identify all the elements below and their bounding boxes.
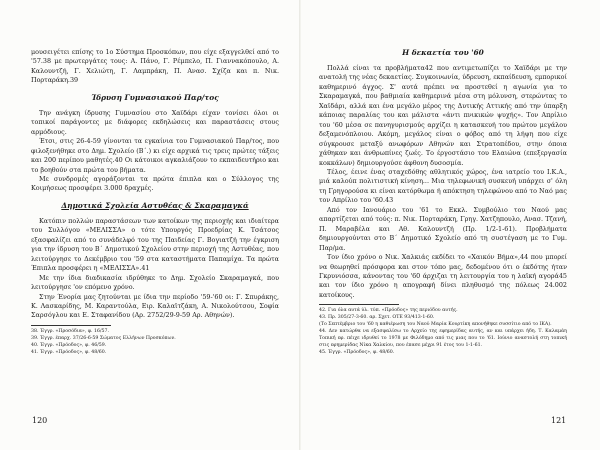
right-page-number: 121 bbox=[551, 416, 567, 425]
decade-paragraph-3: Από τον Ιανουάριο του '61 το Εκκλ. Συμβούλιο του Ναού μας απαρτίζεται από τούς: π. Νικ. Πορταράκη, Γρηγ. Χατζηπουλο, Ανασ. Τζανή, Π. Μαραβέλα και Αθ. Καλουντζή (Πρ. 1/2-1-61). Προβλήματα δημιουργούνται στο Β΄ Δημοτικό Σχολείο από τη συστέγαση με το Γυμ. Παρ/μα. bbox=[319, 205, 567, 252]
footnote: 43. Πρ. 305/27-3-60. αρ. Σχετ. ΟΤΕ 93/413-1-60. bbox=[319, 315, 435, 321]
schools-paragraph-1: Κατόπιν πολλών παραστάσεων των κατοίκων της περιοχής και ιδιαίτερα του Συλλόγου «ΜΕΛΙΣΣΑ» ο τότε Υπουργός Προεδρίας Κ. Τσάτσος εξασφαλίζει από το συνάδελφό του της Παιδείας Γ. Βογιατζή την έγκριση για την ίδρυση του Β΄ Δημοτικού Σχολείου στην περιοχή της Αστυθέας, που λειτούργησε το Δεκέμβριο του '59 στα καταστήματα Παπαμίχα. Τα πρώτα Έπιπλα προσφέρει η «ΜΕΛΙΣΣΑ».41 bbox=[31, 216, 279, 273]
footnote-rule bbox=[31, 325, 111, 326]
footnote: 38. Έγγρ. «Προσόδια», φ. 16/57. bbox=[31, 328, 109, 334]
footnote: 44. Δεν κατώρθα να εξασφαλίσω το Αρχείο της εφημερίδας αυτής, αν και υπάρχει ήδη. Τ. Καλαμάη Τοπική εφ. πέιχε ιδρυθεί το 1978 με Φιλόδημο από τις μιας που το '61. Ιούνιο αναστολή στη τοπική στις εφημερίδας Νίκα Χαλκίου, που έπασε μέχρι 91 έτος του 1-1-61. bbox=[319, 329, 567, 348]
right-page bbox=[319, 48, 567, 357]
footnote: 45. Έγγρ. «Πρόοδος», φ. 48/60. bbox=[319, 349, 395, 355]
gymnasium-paragraph-2: Έτσι, στις 26-4-59 γίνονται τα εγκαίνια του Γυμνασιακού Παρ/τος, που φιλοξενήθηκε στο Δημ. Σχολείο (Β΄.) κι είχε αρχικά τις τρεις πρώτες τάξεις και 200 περίπου μαθητές.40 Οι κάτοικοι αγκαλιάζουν το εκπαιδευτήριο και το βοηθούν στα πρώτα του βήματα. bbox=[31, 137, 279, 174]
left-page-number: 120 bbox=[32, 416, 48, 425]
left-page bbox=[31, 48, 279, 357]
decade-paragraph-1: Πολλά είναι τα προβλήματα42 που αντιμετωπίζει το Χαϊδάρι με την ανατολή της νέας δεκαετίας. Συγκοινωνία, ύδρευση, εκπαίδευση, εμπορικοί καθημερινό άγχος. Σ' αυτά πρέπει να προστεθεί η αγωνία για το Σκαραμαγκά, που βαθμιαία καθημερινά μέσα στη μόλυνση, στερώντας το Χαϊδάρι, αλλά και ένα μεγάλο μέρος της Δυτικής Αττικής από την ύπαρξη κάποιας παραλίας του και μάλιστα «άντι πνικικών ψυχής». Τον Απρίλιο του '60 μέσα σε πανηγυρισμούς αρχίζει η κατασκευή του πρώτου μεγάλου δεξαμενόπλοιου. Ακόμη, μεγάλος είναι ο φόβος από τη λήψη που είχε σύγκρουσε μεταξύ ανωφόρων Αθηνών και Στρατοπέδου, στην όποια χάθηκαν και άνθρωπίνες ζωές. Το έργοστάσιο του Ελαιώνα (επεξεργασία κοκκάλων) δημιουργούσε άφθονη δυσοσμία. bbox=[319, 64, 567, 167]
book-gutter bbox=[299, 0, 301, 450]
footnote: 39. Έγγρ. έπαρχ. 37/26-6-59 Σώματος Ελλήνων Προσκόπων. bbox=[31, 335, 176, 341]
gymnasium-paragraph-3: Με συνδρομές αγοράζονται τα πρώτα έπιπλα και ο Σύλλογος της Κοιμήσεως προσφέρει 3.000 δραχμές. bbox=[31, 174, 279, 193]
footnote: 42. Για όλα αυτά ύλ. τύπ. «Πρόοδος» της περιόδου αυτής. bbox=[319, 308, 458, 314]
left-intro-paragraph: μουσειγέτει επίσης το 1ο Σύστημα Προσκόπων, που είχε εξαγγελθεί από το '57.38 με πρωτεργάτες τους: Α. Πάνο, Γ. Ρέμπελο, Π. Γιαννακόπουλο, Α. Καλουντζή, Γ. Χελιώτη, Γ. Λαμπράκη, Π. Ανασ. Σχίζα και π. Νικ. Πορταράκη.39 bbox=[31, 48, 279, 85]
footnote: (Το Σεπτέμβριο του '60 η καθιέρωση του Ναού Μαρία Κουρτίκη απονήθηκε συσσίτιο από το ΙΚΑ). bbox=[319, 322, 552, 328]
gymnasium-paragraph-1: Την ανάγκη ίδρυσης Γυμνασίου στο Χαϊδάρι είχαν τονίσει όλοι οι τοπικοί παράγοντες με διάφορες εκδηλώσεις και παραστάσεις στους αρμόδιους. bbox=[31, 108, 279, 136]
footnote: 41. Έγγρ. «Πρόοδος», φ. 48/60. bbox=[31, 349, 107, 355]
schools-paragraph-3: Στην Ένορία μας ζητούνται με ίδια την περίοδο '59-'60 οι: Γ. Σπυράκης, Κ. Λασκαρίδης, Μ. Καραντούλα, Ειρ. Καλαϊτζάκη, Α. Νικολούτσου, Σοφία Σαρσόγλου και Ε. Σταφανίδου (Αρ. 2752/29-9-59 Αρ. Αθηνών). bbox=[31, 292, 279, 320]
schools-paragraph-2: Με την ίδια διαδικασία ιδρύθηκε το Δημ. Σχολείο Σκαραμαγκά, που λειτούργησε 'ον επόμενο χρόνο. bbox=[31, 273, 279, 292]
right-footnotes bbox=[319, 308, 567, 356]
left-footnotes bbox=[31, 329, 279, 357]
section-heading-decade: Η δεκαετία του '60 bbox=[402, 48, 484, 57]
decade-paragraph-2: Τέλος, έεινε ένας σταχεδόθης αθλητικός χώρος, ένα ιατρείο του Ι.Κ.Α., μιά καλούπ πολιτιστική κίνηση... Μια τηλεφωνική συσκευή υπάρχει σ' όλη τη Γρηγορούσα κι είναι κατόρθωμα ή απόκτηση τηλεφώνου από το Ναό μας τον Απρίλιο του '60.43 bbox=[319, 167, 567, 205]
footnote-rule bbox=[319, 304, 399, 305]
decade-paragraph-4: Τον ίδιο χρόνο ο Νικ. Χαλκιάς εκδίδει το «Χαικόν Βήμα»,44 που μπορεί να θεωρηθεί πρόσφορα και στον τόπο μας, δεδομένου ότι ο έκδότης ήταν Γκρυνιόσσα, κάνοντας του '60 άρχιζαι τη λειτουργία του η λαϊκή αγορά45 και τον ίδιο χρόνο η απογραφή δίνει πληθυσμό της πόλεως 24.002 κατοίκους. bbox=[319, 253, 567, 299]
section-heading-gymnasium: Ίδρυση Γυμνασιακού Παρ/τος bbox=[91, 92, 219, 102]
footnote: 40. Έγγρ. «Πρόοδος», φ. 46/59. bbox=[31, 342, 107, 348]
section-heading-schools: Δημοτικά Σχολεία Αστυθέας & Σκαραμαγκά bbox=[61, 200, 249, 210]
